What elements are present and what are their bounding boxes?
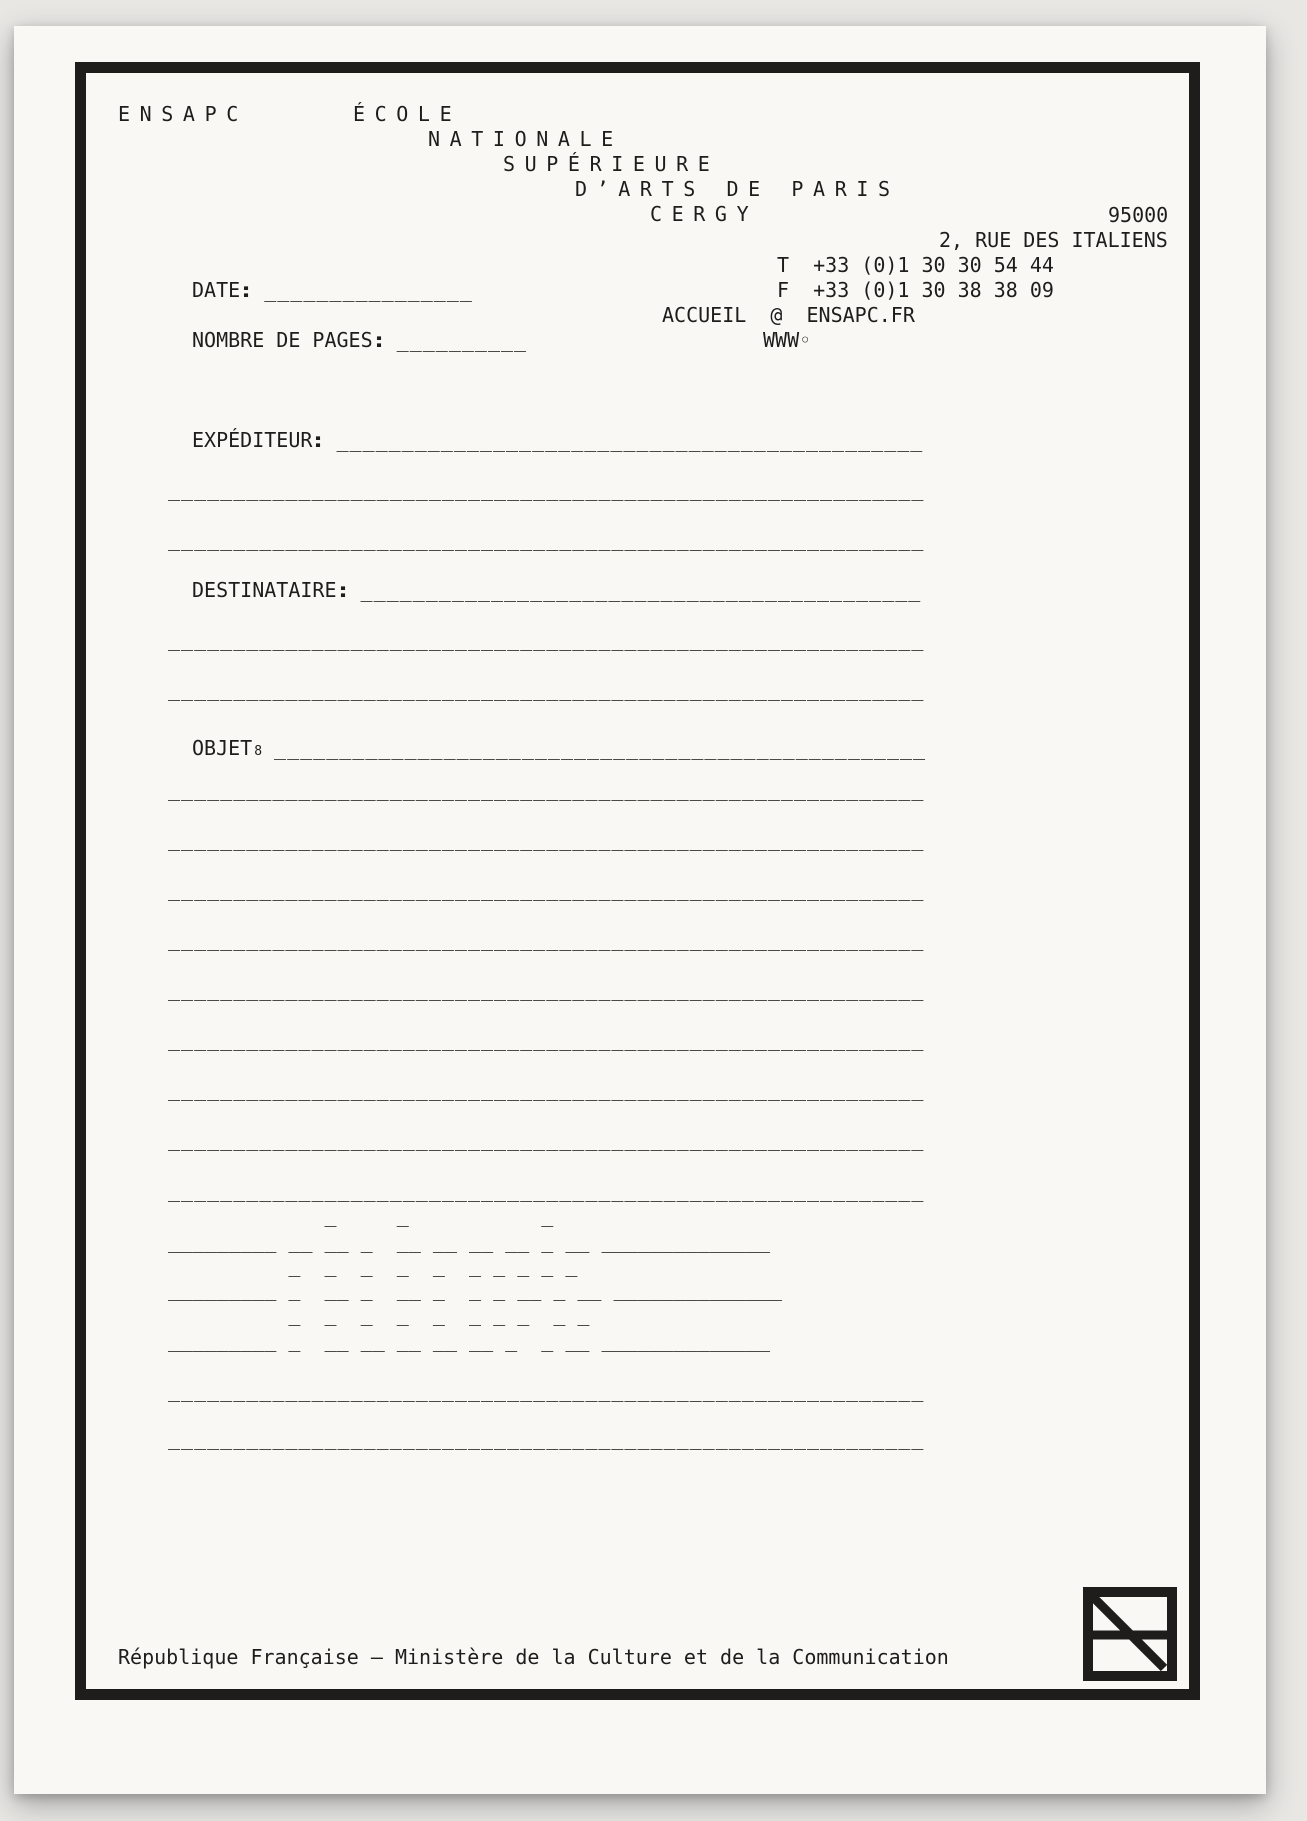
- ruled-line: __________________________________________________________: [168, 927, 925, 951]
- fax-line: F +33 (0)1 30 38 38 09: [777, 278, 1054, 302]
- school-name-line-4: D’ARTS DE PARIS: [575, 177, 900, 201]
- school-name-line-5: CERGY: [650, 202, 759, 226]
- objet-colon-glyph: 8: [254, 744, 263, 759]
- expediteur-field: [192, 428, 923, 453]
- ruled-line: __________________________________________________________: [168, 977, 925, 1001]
- phone-line: T +33 (0)1 30 30 54 44: [777, 253, 1054, 277]
- ruled-line: __________________________________________________________: [168, 777, 925, 801]
- expediteur-label: EXPÉDITEUR: [192, 428, 313, 452]
- website-period-glyph: ◦: [799, 328, 812, 352]
- school-name-line-1: ÉCOLE: [353, 102, 462, 126]
- ruled-line: __________________________________________________________: [168, 627, 925, 651]
- ruled-line: __________________________________________________________: [168, 1027, 925, 1051]
- signature-pattern-row: _________ _ __ __ __ __ __ _ _ __ ______________: [168, 1328, 771, 1352]
- ruled-line: __________________________________________________________: [168, 827, 925, 851]
- objet-fill-line: __________________________________________________: [274, 736, 927, 760]
- signature-pattern-row: _________ __ __ _ __ __ __ __ _ __ ______________: [168, 1229, 771, 1253]
- ruled-line: __________________________________________________________: [168, 677, 925, 701]
- date-colon: :: [238, 278, 254, 302]
- signature-pattern-row: _ _ _: [168, 1203, 554, 1227]
- footer-ministry-text: République Française – Ministère de la Culture et de la Communication: [118, 1645, 949, 1669]
- expediteur-fill-line: _____________________________________________: [336, 428, 924, 452]
- signature-pattern-row: _ _ _ _ _ _ _ _ _ _: [168, 1253, 578, 1277]
- destinataire-field: [192, 578, 921, 603]
- school-name-line-3: SUPÉRIEURE: [503, 152, 720, 176]
- website-label: WWW: [763, 328, 800, 352]
- expediteur-colon: :: [310, 428, 326, 452]
- ensapc-logo-mark: [1083, 1587, 1177, 1681]
- pages-fill-line: __________: [396, 328, 528, 352]
- pages-colon: :: [371, 328, 387, 352]
- ruled-line: __________________________________________________________: [168, 1178, 925, 1202]
- school-name-line-2: NATIONALE: [428, 127, 623, 151]
- ruled-line: __________________________________________________________: [168, 877, 925, 901]
- objet-label: OBJET: [192, 736, 253, 760]
- signature-pattern-row: _________ _ __ _ __ _ _ _ __ _ __ ______________: [168, 1277, 783, 1301]
- brand-text: ENSAPC: [118, 102, 248, 126]
- destinataire-fill-line: ___________________________________________: [360, 578, 922, 602]
- ruled-line: __________________________________________________________: [168, 1127, 925, 1151]
- objet-field: [192, 736, 926, 764]
- ruled-line: __________________________________________________________: [168, 477, 925, 501]
- postal-code: 95000: [1108, 203, 1169, 227]
- pages-label: NOMBRE DE PAGES: [192, 328, 373, 352]
- destinataire-label: DESTINATAIRE: [192, 578, 337, 602]
- pages-field: [192, 328, 527, 353]
- ruled-line: __________________________________________________________: [168, 527, 925, 551]
- date-fill-line: ________________: [264, 278, 473, 302]
- address-line: 2, RUE DES ITALIENS: [939, 228, 1168, 252]
- ruled-line: __________________________________________________________: [168, 1426, 925, 1450]
- date-label: DATE: [192, 278, 241, 302]
- signature-pattern-row: _ _ _ _ _ _ _ _ _ _: [168, 1302, 590, 1326]
- date-field: [192, 278, 473, 303]
- website-line: [763, 328, 811, 353]
- ruled-line: __________________________________________________________: [168, 1378, 925, 1402]
- ruled-line: __________________________________________________________: [168, 1077, 925, 1101]
- email-line: ACCUEIL @ ENSAPC.FR: [662, 303, 915, 327]
- fax-cover-sheet: [14, 26, 1266, 1794]
- destinataire-colon: :: [334, 578, 351, 602]
